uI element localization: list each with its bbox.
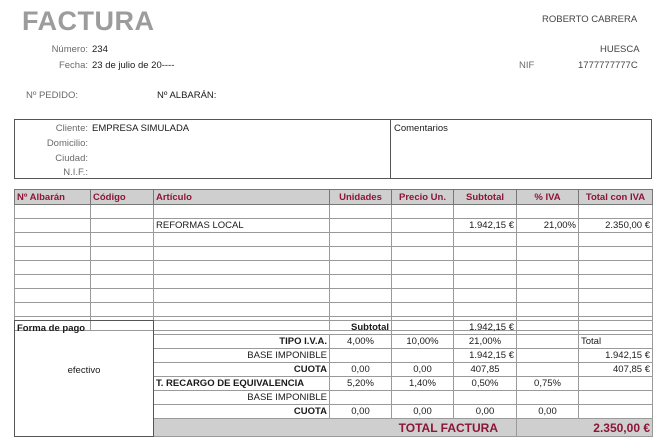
tipo-iva-label: TIPO I.V.A.: [154, 335, 330, 349]
ciudad-label: Ciudad:: [55, 153, 88, 164]
subtotal-label: Subtotal: [154, 321, 392, 335]
tipo-iva-10: 10,00%: [392, 335, 454, 349]
cliente-label: Cliente:: [55, 123, 88, 134]
tipo-iva-4: 4,00%: [330, 335, 392, 349]
forma-pago-cell: [15, 321, 154, 437]
cliente-value: EMPRESA SIMULADA: [92, 123, 190, 134]
item-articulo: REFORMAS LOCAL: [154, 219, 330, 233]
base-21: 1.942,15 €: [454, 349, 517, 363]
table-row: [15, 247, 653, 261]
recargo-label: T. RECARGO DE EQUIVALENCIA: [154, 377, 330, 391]
domicilio-label: Domicilio:: [46, 138, 88, 149]
forma-pago-label: Forma de pago: [17, 323, 86, 334]
header-albaran: Nº Albarán: [15, 190, 91, 205]
header-total: Total con IVA: [579, 190, 653, 205]
item-subtotal: 1.942,15 €: [454, 219, 517, 233]
item-total: 2.350,00 €: [579, 219, 653, 233]
total-factura-label: TOTAL FACTURA: [154, 419, 517, 437]
table-row: [15, 233, 653, 247]
summary-table: [14, 320, 653, 437]
cuota-total: 407,85 €: [579, 363, 653, 377]
recargo-4: 0,75%: [517, 377, 579, 391]
cuota-label: CUOTA: [154, 363, 330, 377]
table-row: [15, 275, 653, 289]
invoice-title: FACTURA: [22, 6, 155, 36]
header-unidades: Unidades: [330, 190, 392, 205]
cuota-4: 0,00: [330, 363, 392, 377]
cuota2-4: 0,00: [517, 405, 579, 419]
table-row: [15, 289, 653, 303]
company-city: HUESCA: [600, 44, 640, 55]
recargo-2: 1,40%: [392, 377, 454, 391]
fecha-value: 23 de julio de 20----: [92, 60, 175, 71]
items-header-row: [15, 190, 653, 205]
header-subtotal: Subtotal: [454, 190, 517, 205]
table-row: [15, 219, 653, 233]
nif-label: NIF: [519, 60, 535, 71]
header-articulo: Artículo: [154, 190, 330, 205]
albaran-label: Nº ALBARÁN:: [157, 90, 217, 101]
forma-pago-value: efectivo: [67, 365, 101, 376]
numero-value: 234: [92, 44, 108, 55]
tipo-iva-21: 21,00%: [454, 335, 517, 349]
header-precio: Precio Un.: [392, 190, 454, 205]
base-total: 1.942,15 €: [579, 349, 653, 363]
base2-label: BASE IMPONIBLE: [154, 391, 330, 405]
item-iva: 21,00%: [517, 219, 579, 233]
summary-subtotal: 1.942,15 €: [454, 321, 517, 335]
cuota2-1: 0,00: [330, 405, 392, 419]
numero-label: Número:: [51, 44, 88, 55]
total-col-label: Total: [579, 335, 653, 349]
pedido-label: Nº PEDIDO:: [26, 90, 79, 101]
fecha-label: Fecha:: [58, 60, 88, 71]
cuota2-2: 0,00: [392, 405, 454, 419]
table-row: [15, 205, 653, 219]
cuota-10: 0,00: [392, 363, 454, 377]
items-table: [14, 189, 653, 331]
header-codigo: Código: [91, 190, 154, 205]
recargo-1: 5,20%: [330, 377, 392, 391]
cuota2-label: CUOTA: [154, 405, 330, 419]
client-nif-label: N.I.F.:: [63, 167, 88, 178]
total-factura-value: 2.350,00 €: [517, 419, 653, 437]
header-iva: % IVA: [517, 190, 579, 205]
nif-value: 1777777777C: [578, 60, 638, 71]
recargo-3: 0,50%: [454, 377, 517, 391]
cuota-21: 407,85: [454, 363, 517, 377]
company-name: ROBERTO CABRERA: [542, 14, 638, 25]
comentarios-label: Comentarios: [394, 123, 448, 134]
cuota2-3: 0,00: [454, 405, 517, 419]
table-row: [15, 261, 653, 275]
table-row: [15, 303, 653, 317]
summary-row-subtotal: [15, 321, 653, 335]
base-label: BASE IMPONIBLE: [154, 349, 330, 363]
